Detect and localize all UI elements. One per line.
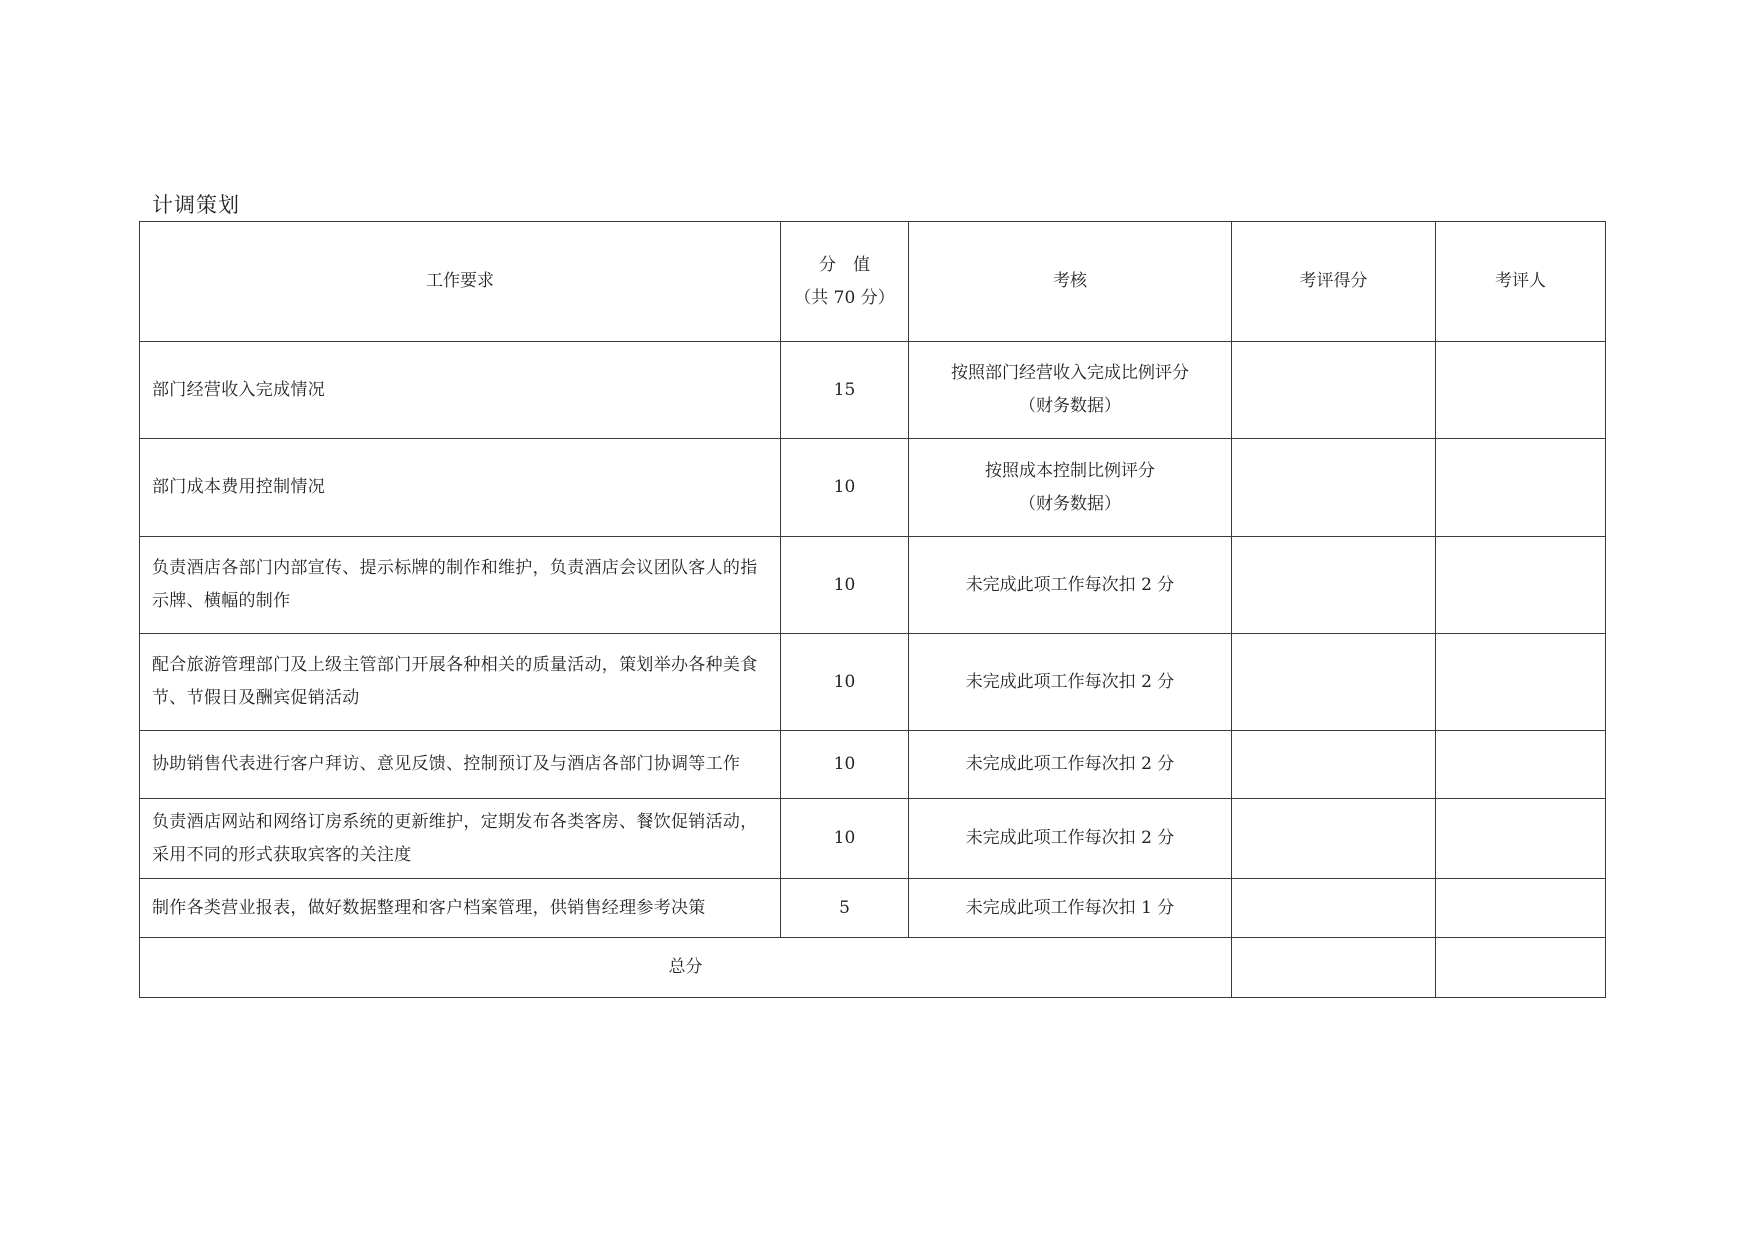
evaluator-cell[interactable]	[1436, 439, 1606, 537]
requirement-cell: 部门经营收入完成情况	[140, 342, 781, 439]
requirement-cell: 负责酒店各部门内部宣传、提示标牌的制作和维护，负责酒店会议团队客人的指示牌、横幅的制作	[140, 537, 781, 634]
assessment-cell: 未完成此项工作每次扣 2 分	[909, 634, 1232, 731]
table-row	[140, 634, 1606, 731]
score-cell: 10	[781, 634, 909, 731]
evaluation-score-cell[interactable]	[1232, 634, 1436, 731]
evaluation-score-cell[interactable]	[1232, 879, 1436, 938]
evaluation-score-cell[interactable]	[1232, 799, 1436, 879]
total-row	[140, 938, 1606, 998]
requirement-cell: 配合旅游管理部门及上级主管部门开展各种相关的质量活动，策划举办各种美食节、节假日及酬宾促销活动	[140, 634, 781, 731]
evaluator-cell[interactable]	[1436, 731, 1606, 799]
header-evaluation-score: 考评得分	[1232, 222, 1436, 342]
table-row	[140, 537, 1606, 634]
evaluation-score-cell[interactable]	[1232, 537, 1436, 634]
header-assessment: 考核	[909, 222, 1232, 342]
header-evaluator: 考评人	[1436, 222, 1606, 342]
evaluation-score-cell[interactable]	[1232, 342, 1436, 439]
evaluation-table	[139, 221, 1606, 998]
requirement-cell: 负责酒店网站和网络订房系统的更新维护，定期发布各类客房、餐饮促销活动，采用不同的形式获取宾客的关注度	[140, 799, 781, 879]
total-label: 总分	[140, 938, 1232, 998]
score-cell: 15	[781, 342, 909, 439]
table-row	[140, 731, 1606, 799]
requirement-cell: 协助销售代表进行客户拜访、意见反馈、控制预订及与酒店各部门协调等工作	[140, 731, 781, 799]
requirement-cell: 部门成本费用控制情况	[140, 439, 781, 537]
assessment-note: （财务数据）	[1019, 493, 1121, 514]
score-cell: 10	[781, 537, 909, 634]
header-score-total: （共 70 分）	[794, 287, 895, 308]
table-row	[140, 799, 1606, 879]
evaluator-cell[interactable]	[1436, 537, 1606, 634]
assessment-cell	[909, 342, 1232, 439]
evaluator-cell[interactable]	[1436, 879, 1606, 938]
assessment-cell: 未完成此项工作每次扣 2 分	[909, 799, 1232, 879]
total-evaluation-score-cell[interactable]	[1232, 938, 1436, 998]
header-requirement: 工作要求	[140, 222, 781, 342]
assessment-note: （财务数据）	[1019, 396, 1121, 416]
evaluator-cell[interactable]	[1436, 634, 1606, 731]
assessment-text: 按照成本控制比例评分	[985, 460, 1155, 481]
assessment-cell	[909, 439, 1232, 537]
evaluation-score-cell[interactable]	[1232, 731, 1436, 799]
evaluator-cell[interactable]	[1436, 799, 1606, 879]
header-row	[140, 222, 1606, 342]
score-cell: 10	[781, 731, 909, 799]
requirement-cell: 制作各类营业报表，做好数据整理和客户档案管理，供销售经理参考决策	[140, 879, 781, 938]
score-cell: 10	[781, 799, 909, 879]
total-evaluator-cell[interactable]	[1436, 938, 1606, 998]
evaluator-cell[interactable]	[1436, 342, 1606, 439]
score-cell: 10	[781, 439, 909, 537]
evaluation-score-cell[interactable]	[1232, 439, 1436, 537]
page-title: 计调策划	[152, 193, 240, 217]
assessment-cell: 未完成此项工作每次扣 2 分	[909, 537, 1232, 634]
score-cell: 5	[781, 879, 909, 938]
assessment-cell: 未完成此项工作每次扣 1 分	[909, 879, 1232, 938]
table-row	[140, 439, 1606, 537]
table-row	[140, 879, 1606, 938]
header-score-label: 分 值	[819, 254, 870, 275]
assessment-cell: 未完成此项工作每次扣 2 分	[909, 731, 1232, 799]
header-score	[781, 222, 909, 342]
assessment-text: 按照部门经营收入完成比例评分	[951, 363, 1189, 383]
table-row	[140, 342, 1606, 439]
